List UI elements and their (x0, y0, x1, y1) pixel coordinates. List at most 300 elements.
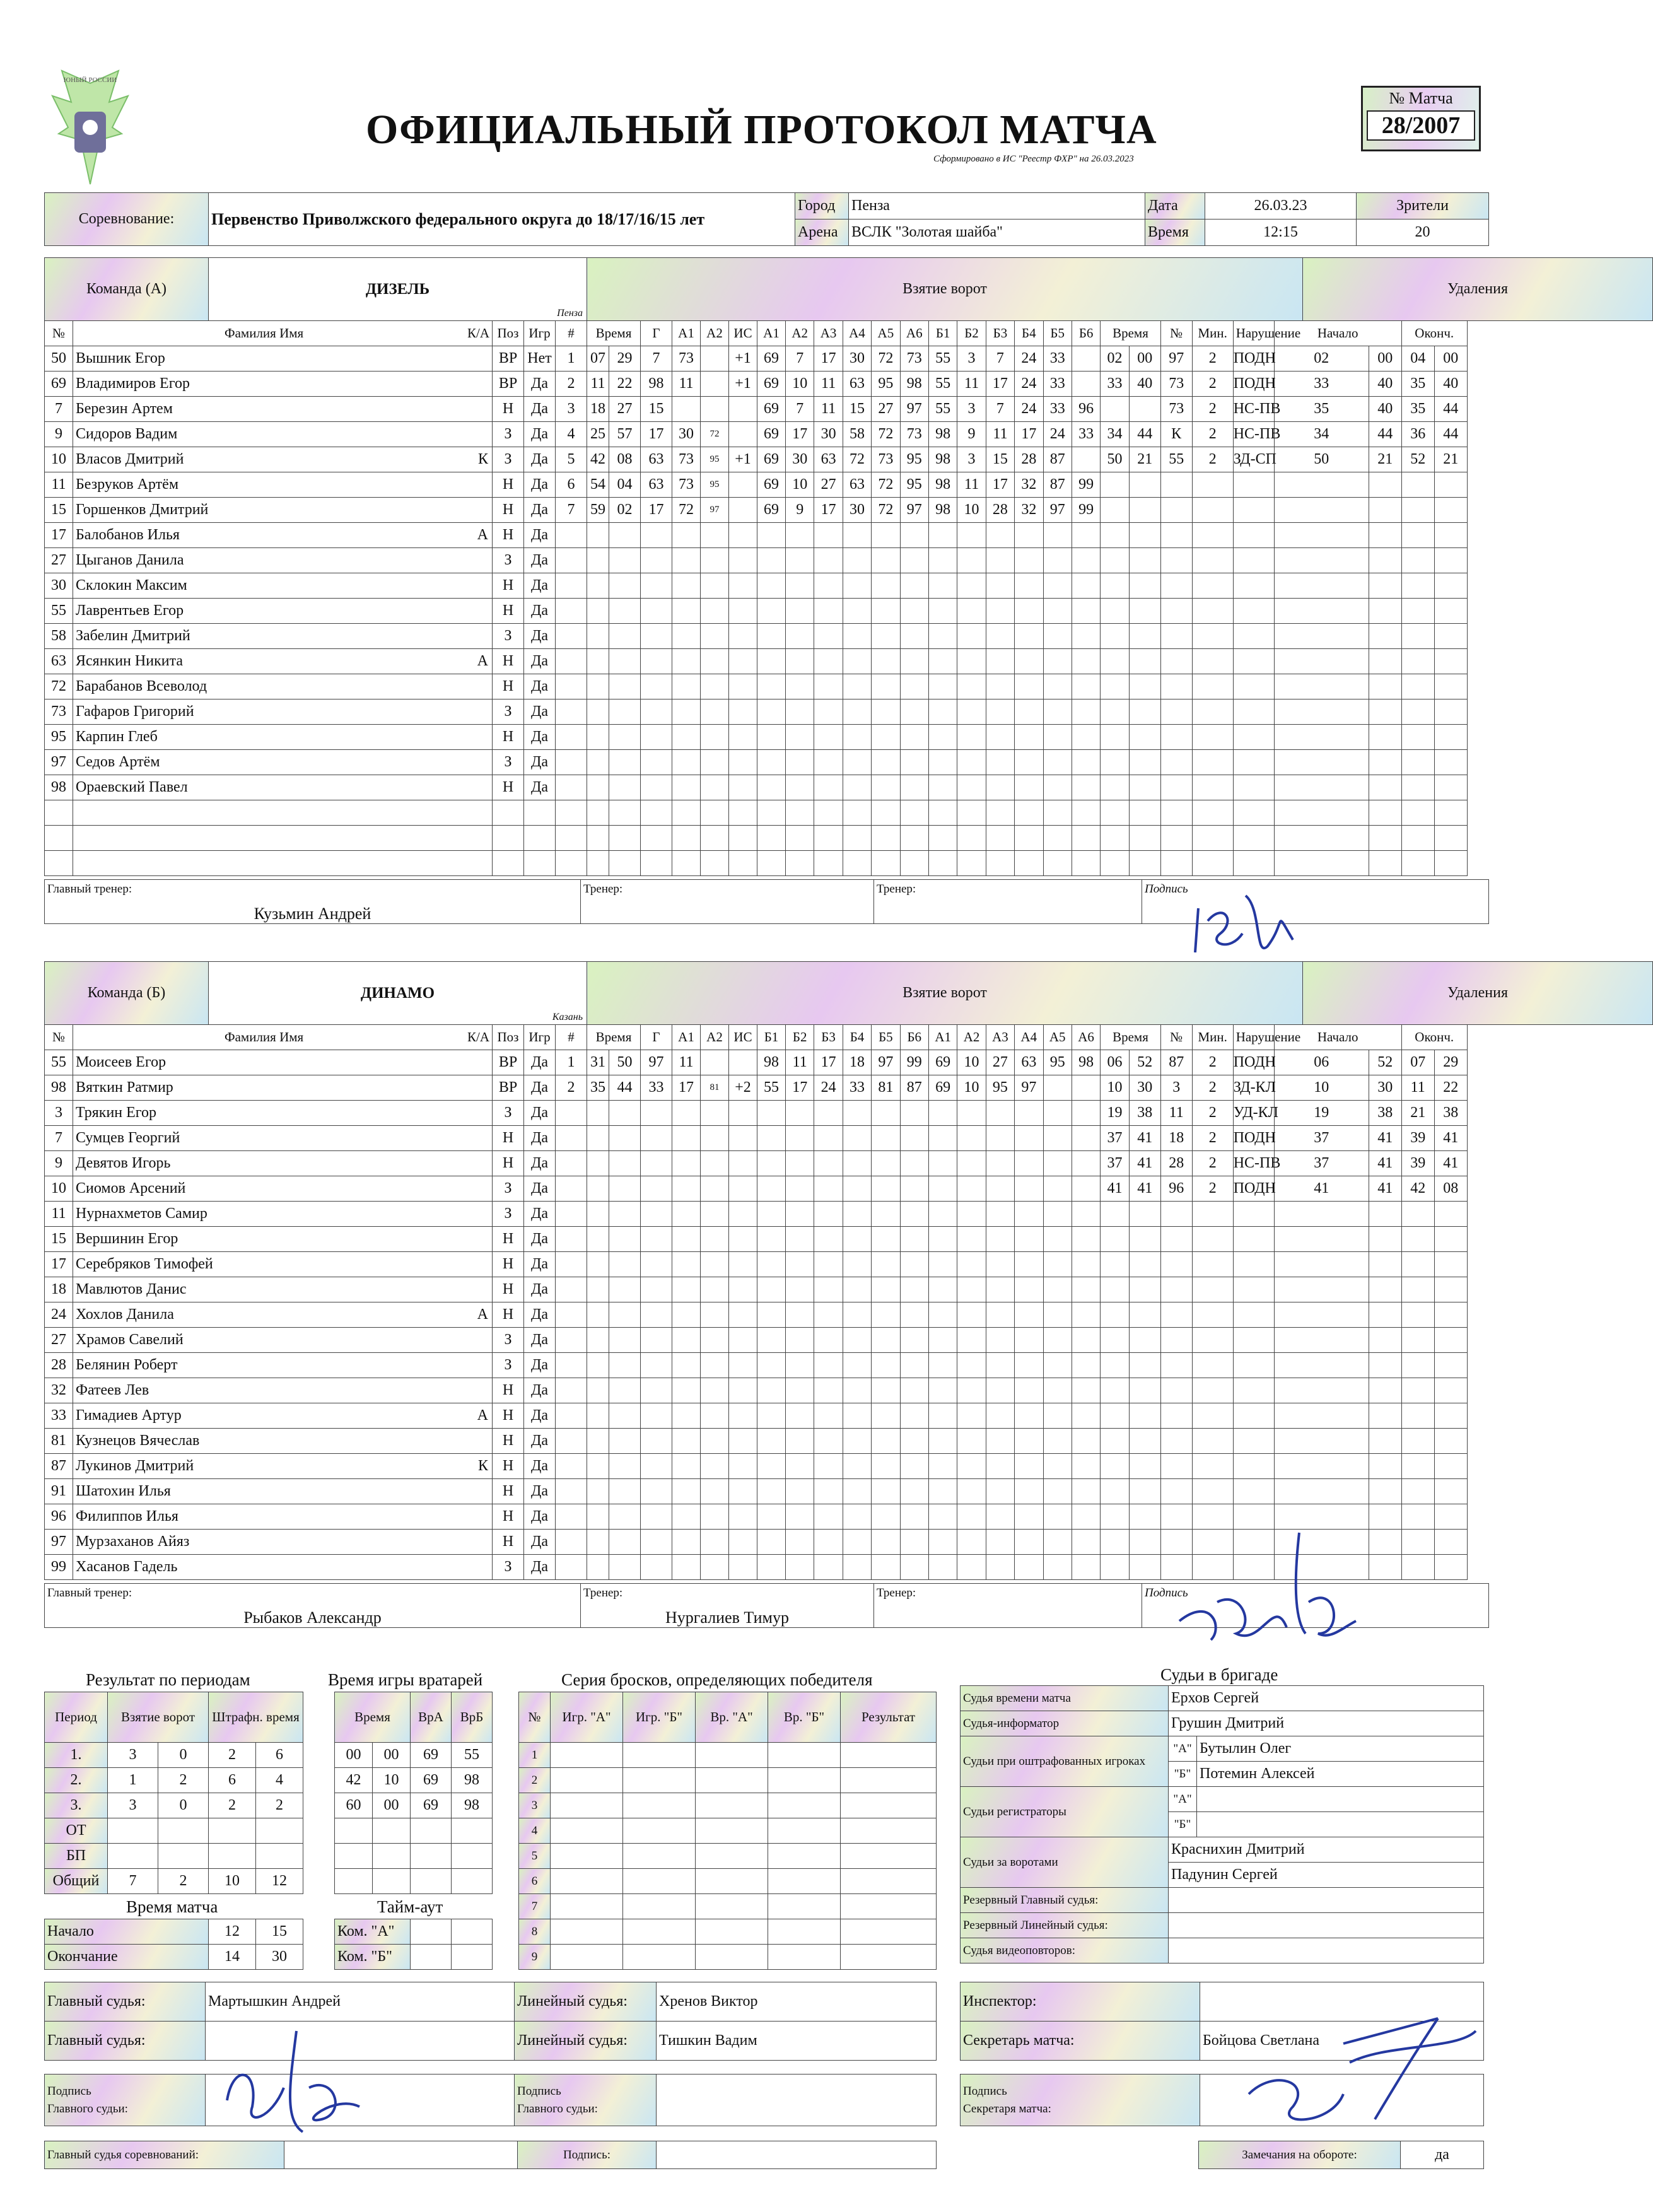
player-num: 3 (45, 1101, 73, 1126)
player-pos: З (493, 1353, 524, 1378)
penalty-cell (1160, 699, 1192, 725)
player-pos: Н (493, 498, 524, 523)
penalty-cell: 2 (1192, 346, 1233, 372)
goal-cell (587, 1176, 609, 1202)
goal-cell (556, 725, 587, 750)
team_a-header (44, 257, 1653, 321)
goal-cell (900, 1151, 928, 1176)
penalty-cell (1129, 599, 1160, 624)
goal-cell: 30 (672, 422, 701, 447)
penalty-cell: 06 (1274, 1050, 1369, 1075)
penalty-cell (1434, 573, 1467, 599)
player-name-cell (73, 498, 493, 523)
player-pos: Н (493, 599, 524, 624)
penalty-cell (1129, 674, 1160, 699)
player-pos: ВР (493, 346, 524, 372)
goalie-cell: 00 (335, 1743, 373, 1768)
h-g-time: Время (587, 321, 641, 346)
goal-cell: 7 (556, 498, 587, 523)
goalies-title: Время игры вратарей (328, 1670, 483, 1689)
penalty-cell (1233, 649, 1274, 674)
table-row (519, 1945, 937, 1970)
period-cell: 4 (256, 1768, 303, 1793)
goal-cell (843, 1252, 871, 1277)
goal-cell: 69 (757, 372, 786, 397)
match-no: 28/2007 (1367, 110, 1475, 141)
period-cell: БП (45, 1844, 108, 1869)
table-row (45, 699, 1500, 725)
penalty-cell (1434, 649, 1467, 674)
penalty-cell (1434, 1302, 1467, 1328)
goal-cell (641, 1126, 672, 1151)
goal-cell (1043, 1075, 1072, 1101)
h-onice: Б2 (786, 1025, 814, 1050)
h-pos: Поз (493, 321, 524, 346)
goal-cell (928, 624, 957, 649)
table-row (45, 599, 1500, 624)
goal-cell (1072, 523, 1100, 548)
goal-cell (672, 800, 701, 826)
penalty-cell (1434, 1403, 1467, 1429)
penalty-cell (1401, 1202, 1434, 1227)
goal-cell (701, 1302, 729, 1328)
penalty-cell (1101, 750, 1129, 775)
goal-cell (928, 1454, 957, 1479)
penalty-cell (1434, 725, 1467, 750)
goal-cell (556, 1555, 587, 1580)
h-pos: Поз (493, 1025, 524, 1050)
table-row (45, 1202, 1500, 1227)
penalty-cell (1434, 750, 1467, 775)
period-cell: 1 (108, 1768, 158, 1793)
goal-cell (729, 1302, 757, 1328)
goal-cell (609, 1479, 641, 1504)
player-name: Балобанов Илья (76, 527, 180, 543)
linesman-label-2: Линейный судья: (515, 2022, 657, 2061)
timeout-a-label: Ком. "А" (335, 1919, 411, 1945)
player-num: 96 (45, 1504, 73, 1530)
player-pos: З (493, 750, 524, 775)
goal-cell: 7 (641, 346, 672, 372)
sig-main-label (45, 2074, 206, 2126)
goal-cell (672, 1530, 701, 1555)
goal-cell (872, 1227, 900, 1252)
goal-cell (587, 699, 609, 725)
goal-cell (729, 573, 757, 599)
goal-cell: 44 (609, 1075, 641, 1101)
player-played: Да (524, 1151, 556, 1176)
player-num: 15 (45, 1227, 73, 1252)
penalty-cell (1129, 498, 1160, 523)
goal-cell: 31 (587, 1050, 609, 1075)
penalty-cell: 11 (1160, 1101, 1192, 1126)
goal-cell (900, 1227, 928, 1252)
penalty-cell (1129, 573, 1160, 599)
penalty-cell (1129, 725, 1160, 750)
goal-cell (900, 851, 928, 876)
goal-cell: 95 (1043, 1050, 1072, 1075)
penalty-cell (1233, 1403, 1274, 1429)
goal-cell (556, 649, 587, 674)
player-name-cell (73, 523, 493, 548)
penalty-cell (1192, 800, 1233, 826)
goal-cell (672, 851, 701, 876)
team_b-head-coach: Рыбаков Александр (243, 1608, 382, 1627)
goal-cell (587, 674, 609, 699)
penalty-cell: 02 (1274, 346, 1369, 372)
table-row (45, 447, 1500, 472)
goal-cell (843, 725, 871, 750)
goal-cell (986, 1378, 1014, 1403)
goal-cell (641, 1479, 672, 1504)
penalty-cell: 96 (1160, 1176, 1192, 1202)
penalty-cell (1129, 750, 1160, 775)
penalty-cell: 35 (1401, 372, 1434, 397)
ref-value: Ерхов Сергей (1169, 1686, 1484, 1711)
goal-cell (928, 1530, 957, 1555)
penalty-cell (1274, 1328, 1369, 1353)
periods-h-goals: Взятие ворот (108, 1692, 209, 1743)
goal-cell (672, 1227, 701, 1252)
goal-cell (957, 1101, 986, 1126)
goal-cell (1015, 624, 1043, 649)
goal-cell (587, 750, 609, 775)
penalty-cell (1192, 1227, 1233, 1252)
penalty-cell: 44 (1434, 397, 1467, 422)
match-no-box (1361, 86, 1481, 151)
player-pos: Н (493, 1530, 524, 1555)
goal-cell (1072, 573, 1100, 599)
goal-cell (986, 750, 1014, 775)
goal-cell (814, 1126, 843, 1151)
table-row (45, 1252, 1500, 1277)
signature-main-ref (208, 2018, 372, 2138)
penalty-cell (1160, 1479, 1192, 1504)
goal-cell (1043, 800, 1072, 826)
penalty-cell (1434, 1454, 1467, 1479)
goal-cell (986, 548, 1014, 573)
penalty-cell: 2 (1192, 1151, 1233, 1176)
table-row (45, 1277, 1500, 1302)
penalty-cell (1160, 1454, 1192, 1479)
goal-cell: 87 (900, 1075, 928, 1101)
penalty-cell (1401, 1479, 1434, 1504)
goal-cell (786, 548, 814, 573)
penalty-cell (1233, 599, 1274, 624)
h-g-a1: А1 (672, 1025, 701, 1050)
table-row (45, 1101, 1500, 1126)
goal-cell (786, 1479, 814, 1504)
goal-cell (957, 775, 986, 800)
goal-cell: 96 (1072, 397, 1100, 422)
goal-cell (641, 548, 672, 573)
player-num: 72 (45, 674, 73, 699)
penalty-cell (1274, 624, 1369, 649)
penalty-cell (1233, 1504, 1274, 1530)
remarks: да (1401, 2141, 1484, 2169)
h-g-no: # (556, 321, 587, 346)
goal-cell (1043, 775, 1072, 800)
match-start-h: 12 (209, 1919, 256, 1945)
player-name-cell (73, 1151, 493, 1176)
player-name: Девятов Игорь (76, 1155, 171, 1171)
penalty-cell (1401, 699, 1434, 725)
goal-cell: 30 (814, 422, 843, 447)
goal-cell (729, 1277, 757, 1302)
goal-cell (701, 1277, 729, 1302)
penalty-cell (1101, 1504, 1129, 1530)
goal-cell (872, 725, 900, 750)
competition-ref (284, 2141, 518, 2169)
player-name: Мурзаханов Айяз (76, 1533, 190, 1550)
player-played: Да (524, 1202, 556, 1227)
goal-cell (609, 599, 641, 624)
goalie-cell: 42 (335, 1768, 373, 1793)
penalty-cell: 19 (1274, 1101, 1369, 1126)
penalty-cell (1233, 1454, 1274, 1479)
goal-cell: 99 (1072, 498, 1100, 523)
penalty-cell: 21 (1369, 447, 1401, 472)
table-row (45, 1454, 1500, 1479)
penalty-cell (1129, 397, 1160, 422)
goal-cell (672, 826, 701, 851)
sig-sec-label (961, 2074, 1200, 2126)
shootout-h: № (519, 1692, 551, 1743)
penalty-cell: 52 (1401, 447, 1434, 472)
table-row (45, 800, 1500, 826)
goalie-cell (411, 1818, 452, 1844)
goalie-cell (335, 1869, 373, 1894)
goal-cell (786, 1151, 814, 1176)
goal-cell (729, 649, 757, 674)
goal-cell: 11 (672, 372, 701, 397)
goal-cell (928, 725, 957, 750)
player-played: Да (524, 775, 556, 800)
goal-cell (872, 1302, 900, 1328)
table-row (45, 372, 1500, 397)
goal-cell (609, 674, 641, 699)
player-name: Сиомов Арсений (76, 1180, 186, 1197)
player-name-cell (73, 1277, 493, 1302)
shootout-h: Вр. "Б" (768, 1692, 841, 1743)
goal-cell (814, 775, 843, 800)
goal-cell (872, 523, 900, 548)
penalty-cell (1434, 699, 1467, 725)
goal-cell (609, 1555, 641, 1580)
table-row (45, 1302, 1500, 1328)
goal-cell (1072, 775, 1100, 800)
goalies-table (334, 1692, 493, 1894)
goal-cell (1043, 523, 1072, 548)
penalty-cell (1233, 1378, 1274, 1403)
goal-cell (609, 1151, 641, 1176)
goal-cell (1015, 1555, 1043, 1580)
goal-cell (757, 1277, 786, 1302)
goal-cell (641, 1403, 672, 1429)
player-played: Да (524, 1302, 556, 1328)
goal-cell: 72 (872, 498, 900, 523)
player-played: Да (524, 422, 556, 447)
player-name-cell (73, 1126, 493, 1151)
table-row (45, 624, 1500, 649)
goal-cell (843, 1429, 871, 1454)
goal-cell: 98 (641, 372, 672, 397)
penalty-cell (1160, 1504, 1192, 1530)
penalty-cell (1274, 498, 1369, 523)
player-name: Сидоров Вадим (76, 426, 178, 442)
goal-cell: 17 (641, 422, 672, 447)
penalty-cell: НС-ПВ (1233, 422, 1274, 447)
table-row (45, 498, 1500, 523)
penalty-cell (1101, 573, 1129, 599)
periods-table (44, 1692, 303, 1894)
goal-cell: 25 (587, 422, 609, 447)
goal-cell (928, 851, 957, 876)
penalty-cell (1401, 1252, 1434, 1277)
player-name: Хохлов Данила (76, 1306, 174, 1323)
player-played: Да (524, 1126, 556, 1151)
penalty-cell (1160, 1429, 1192, 1454)
team_b-label: Команда (Б) (45, 962, 209, 1025)
penalty-cell (1129, 699, 1160, 725)
player-name-cell (73, 548, 493, 573)
penalty-cell (1192, 1429, 1233, 1454)
goal-cell (843, 1555, 871, 1580)
goal-cell: 17 (986, 472, 1014, 498)
goal-cell (872, 548, 900, 573)
goal-cell: +1 (729, 447, 757, 472)
goal-cell (928, 1353, 957, 1378)
goal-cell (757, 1126, 786, 1151)
penalty-cell (1192, 1479, 1233, 1504)
penalty-cell (1101, 1227, 1129, 1252)
goal-cell (701, 624, 729, 649)
goal-cell (701, 1050, 729, 1075)
goal-cell (641, 1252, 672, 1277)
goal-cell (672, 1429, 701, 1454)
goal-cell (757, 800, 786, 826)
team_b-grid (44, 1024, 1500, 1580)
penalty-cell: 10 (1101, 1075, 1129, 1101)
goal-cell (957, 1227, 986, 1252)
player-pos: З (493, 699, 524, 725)
h-p-time: Время (1101, 321, 1160, 346)
player-name-cell (73, 1353, 493, 1378)
penalty-cell: 06 (1101, 1050, 1129, 1075)
shootout-table (518, 1692, 937, 1970)
goal-cell (786, 1302, 814, 1328)
date-label: Дата (1145, 193, 1205, 219)
player-played: Да (524, 472, 556, 498)
goal-cell (1015, 1252, 1043, 1277)
goal-cell (843, 1126, 871, 1151)
goal-cell (587, 1353, 609, 1378)
penalty-cell (1274, 1353, 1369, 1378)
goal-cell (786, 1378, 814, 1403)
penalty-cell (1101, 1479, 1129, 1504)
goal-cell (786, 1176, 814, 1202)
penalty-cell (1160, 1378, 1192, 1403)
goal-cell (587, 1530, 609, 1555)
penalty-cell (1129, 775, 1160, 800)
player-name-cell (73, 472, 493, 498)
ref-value: Падунин Сергей (1169, 1863, 1484, 1888)
h-onice: А2 (786, 321, 814, 346)
goal-cell (757, 1252, 786, 1277)
player-role: А (477, 1306, 488, 1323)
goal-cell: 72 (872, 472, 900, 498)
penalty-cell (1101, 851, 1129, 876)
goal-cell (587, 523, 609, 548)
match-time-title: Время матча (126, 1897, 218, 1916)
goal-cell (556, 1227, 587, 1252)
table-row (335, 1844, 493, 1869)
goal-cell: 11 (672, 1050, 701, 1075)
goal-cell (814, 1302, 843, 1328)
goal-cell (641, 624, 672, 649)
goal-cell: 97 (872, 1050, 900, 1075)
goal-cell (1043, 599, 1072, 624)
goal-cell (701, 1429, 729, 1454)
goal-cell (587, 1202, 609, 1227)
penalty-cell (1192, 1353, 1233, 1378)
penalty-cell: 21 (1129, 447, 1160, 472)
goal-cell (957, 1429, 986, 1454)
penalty-cell (1129, 1479, 1160, 1504)
penalty-cell (1369, 624, 1401, 649)
player-num: 69 (45, 372, 73, 397)
penalty-cell: 35 (1401, 397, 1434, 422)
goal-cell (786, 624, 814, 649)
goalie-cell (335, 1818, 373, 1844)
table-row (45, 1176, 1500, 1202)
linesman-1: Хренов Виктор (657, 1982, 937, 2022)
goal-cell (672, 1555, 701, 1580)
player-pos: З (493, 1101, 524, 1126)
goal-cell: 22 (609, 372, 641, 397)
goal-cell (757, 649, 786, 674)
goal-cell (587, 649, 609, 674)
penalty-cell: УД-КЛ (1233, 1101, 1274, 1126)
goalie-cell (411, 1844, 452, 1869)
goalies-h-time: Время (335, 1692, 411, 1743)
goal-cell (786, 1429, 814, 1454)
goal-cell (1043, 851, 1072, 876)
goal-cell (986, 1479, 1014, 1504)
goal-cell (556, 674, 587, 699)
goal-cell (814, 851, 843, 876)
goal-cell (814, 1176, 843, 1202)
goal-cell (814, 1504, 843, 1530)
goal-cell (609, 1126, 641, 1151)
goal-cell (1043, 1378, 1072, 1403)
goal-cell (786, 1126, 814, 1151)
competition: Первенство Приволжского федерального округа до 18/17/16/15 лет (209, 193, 795, 246)
penalty-cell: 37 (1274, 1151, 1369, 1176)
goal-cell: 72 (701, 422, 729, 447)
goal-cell (1072, 1555, 1100, 1580)
goal-cell (786, 699, 814, 725)
goal-cell (1015, 851, 1043, 876)
penalty-cell (1101, 775, 1129, 800)
penalty-cell (1233, 1479, 1274, 1504)
penalty-cell (1129, 1252, 1160, 1277)
goal-cell (641, 1151, 672, 1176)
penalty-cell: 02 (1101, 346, 1129, 372)
goal-cell (672, 699, 701, 725)
shootout-no: 3 (519, 1793, 551, 1818)
player-played: Да (524, 573, 556, 599)
